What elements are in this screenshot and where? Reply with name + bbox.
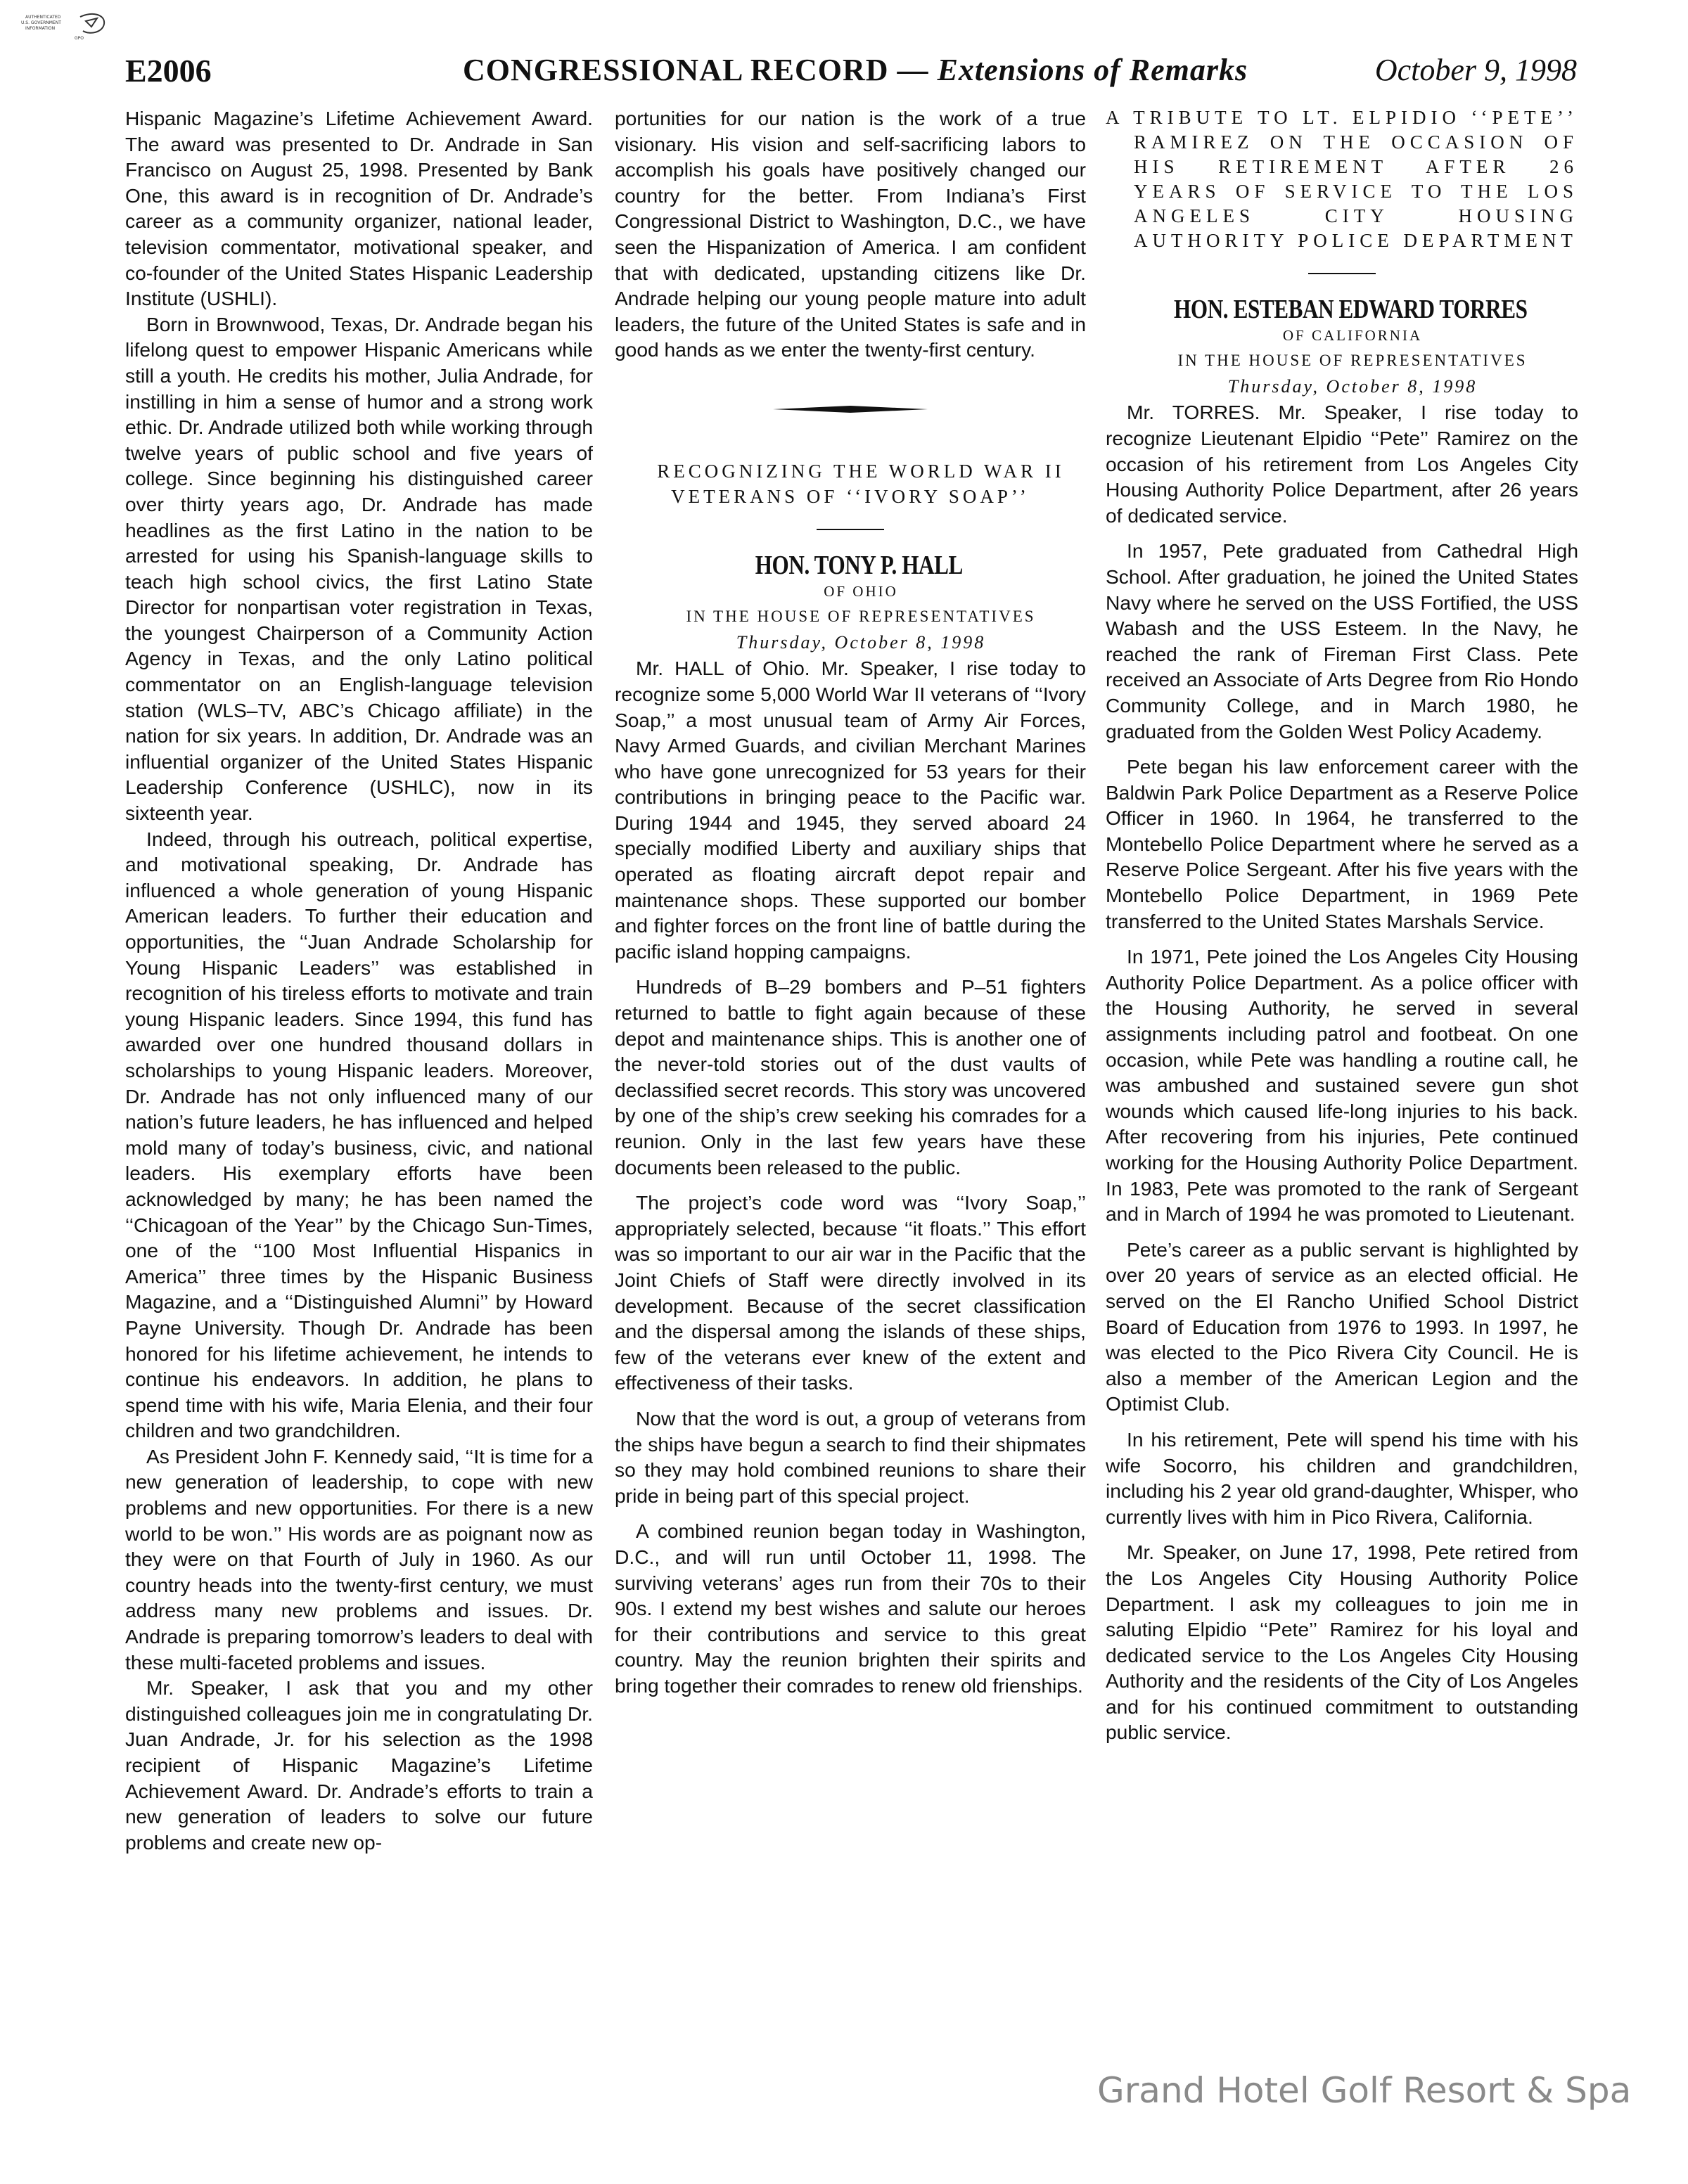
article-divider [773,405,928,413]
member-state: OF OHIO [824,582,898,600]
member-state: OF CALIFORNIA [1282,326,1423,344]
paragraph: Born in Brownwood, Texas, Dr. Andrade began his lifelong quest to empower Hispanic Americans while still a youth. He credits his mother, Julia Andrade, for instilling in him a sense of humor and a strong work ethic. Dr. Andrade utilized both while working through twelve years of public school and five years of college. Since beginning his distinguished career over thirty years ago, Dr. Andrade has made headlines as the first Latino in the nation to be arrested for using his Spanish-language skills to teach high school civics, the first Latino State Director for nonpartisan voter registration in Texas, the youngest Chairperson of a Community Action Agency in Texas, and the only Latino political commentator on an English-language television station (WLS–TV, ABC’s Chicago affiliate) in the nation for six years. In addition, Dr. Andrade was an influential organizer of the United States Hispanic Leadership Conference (USHLC), now in its sixteenth year. [125,312,593,825]
paragraph: The project’s code word was ‘‘Ivory Soap,’’ appropriately selected, because ‘‘it floats.’’ This effort was so important to our air war in the Pacific that the Joint Chiefs of Staff were directly involved in its development. Because of the secret classification and the dispersal among the islands of these ships, few of the veterans ever knew of the extent and effectiveness of their tasks. [615,1191,1086,1394]
article-title: A TRIBUTE TO LT. ELPIDIO ‘‘PETE’’ RAMIREZ ON THE OCCASION OF HIS RETIREMENT AFTER 26 YEARS OF SERVICE TO THE LOS ANGELES CITY HOUSING AUTHORITY POLICE DEPARTMENT [1106,107,1578,251]
speech-date: Thursday, October 8, 1998 [736,631,986,653]
seal-line-4: GPO [75,36,84,41]
paragraph: Now that the word is out, a group of veterans from the ships have begun a search to find their shipmates so they may hold combined reunions to share their pride in being part of this special project. [615,1406,1086,1507]
member-name: HON. ESTEBAN EDWARD TORRES [1174,295,1528,324]
paragraph: portunities for our nation is the work of a true visionary. His vision and self-sacrificing labors to accomplish his goals have positively changed our country for the better. From Indiana’s First Congressional District to Washington, D.C., we have seen the Hispanization of America. I am confident that with dedicated, upstanding citizens like Dr. Andrade helping our young people mature into adult leaders, the future of the United States is safe and in good hands as we enter the twenty-first century. [615,107,1086,361]
paragraph: Mr. TORRES. Mr. Speaker, I rise today to recognize Lieutenant Elpidio ‘‘Pete’’ Ramirez on the occasion of his retirement from Los Angeles City Housing Authority Police Department, after 26 years of dedicated service. [1106,401,1578,527]
paragraph: Pete began his law enforcement career with the Baldwin Park Police Department as a Reserve Police Officer in 1960. In 1964, he transferred to the Montebello Police Department where he served as a Reserve Police Sergeant. After his five years with the Montebello Police Department, in 1969 Pete transferred to the United States Marshals Service. [1106,755,1578,932]
seal-line-1: AUTHENTICATED [25,15,61,20]
paragraph: Indeed, through his outreach, political expertise, and motivational speaking, Dr. Andrade has influenced a whole generation of young Hispanic American leaders. To further their education and opportunities, the ‘‘Juan Andrade Scholarship for Young Hispanic Leaders’’ was established in recognition of his tireless efforts to motivate and train young Hispanic leaders. Since 1994, this fund has awarded over one hundred thousand dollars in scholarships to young Hispanic leaders. Moreover, Dr. Andrade has not only influenced many of our nation’s future leaders, he has influenced and helped mold many of today’s business, civic, and national leaders. His exemplary efforts have been acknowledged by many; he has been named the ‘‘Chicagoan of the Year’’ by the Chicago Sun-Times, one of the ‘‘100 Most Influential Hispanics in America’’ three times by the Hispanic Business Magazine, and a ‘‘Distinguished Alumni’’ by Howard Payne University. Though Dr. Andrade has been honored for his lifetime achievement, he intends to continue his endeavors. In addition, he plans to spend time with his wife, Maria Elenia, and their four children and two grandchildren. [125,827,593,1442]
seal-line-3: INFORMATION [25,26,56,31]
paragraph: In 1971, Pete joined the Los Angeles City Housing Authority Police Department. As a police officer with the Housing Authority, he served in several assignments including patrol and footbeat. On one occasion, while Pete was handling a routine call, he was ambushed and sustained severe gun shot wounds which caused life-long injuries to his back. After recovering from his injuries, Pete continued working for the Housing Authority Police Department. In 1983, Pete was promoted to the rank of Sergeant and in March of 1994 he was promoted to Lieutenant. [1106,945,1578,1226]
column-3 [1106,105,1578,1745]
paragraph: In his retirement, Pete will spend his time with his wife Socorro, his children and grandchildren, including his 2 year old grand-daughter, Whisper, who currently lives with him in Pico Rivera, California. [1106,1427,1578,1528]
eagle-icon [80,14,104,33]
publication-date: October 9, 1998 [1374,53,1577,87]
article-title: RECOGNIZING THE WORLD WAR II VETERANS OF ‘‘IVORY SOAP’’ [657,460,1065,507]
paragraph: Hispanic Magazine’s Lifetime Achievement Award. The award was presented to Dr. Andrade in San Francisco on August 25, 1998. Presented by Bank One, this award is in recognition of Dr. Andrade’s career as a community organizer, national leader, television commentator, motivational speaker, and co-founder of the United States Hispanic Leadership Institute (USHLI). [125,107,593,310]
publication-title [463,52,1248,88]
chamber: IN THE HOUSE OF REPRESENTATIVES [1177,352,1528,370]
paragraph: Mr. Speaker, I ask that you and my other distinguished colleagues join me in congratulating Dr. Juan Andrade, Jr. for his selection as the 1998 recipient of Hispanic Magazine’s Lifetime Achievement Award. Dr. Andrade’s efforts to train a new generation of leaders to solve our future problems and create new op- [125,1676,593,1854]
title-main: CONGRESSIONAL RECORD — [463,53,938,87]
title-rule [1308,273,1376,274]
column-2 [615,105,1086,1698]
paragraph: Mr. HALL of Ohio. Mr. Speaker, I rise today to recognize some 5,000 World War II veterans of ‘‘Ivory Soap,’’ a most unusual team of Army Air Forces, Navy Armed Guards, and civilian Merchant Marines who have gone unrecognized for 53 years for their contributions in bringing peace to the Pacific war. During 1944 and 1945, they served aboard 24 specially modified Liberty and auxiliary ships that operated as floating aircraft depot repair and maintenance shops. These supported our bomber and fighter forces on the front line of battle during the pacific island hopping campaigns. [615,657,1086,963]
paragraph: A combined reunion began today in Washington, D.C., and will run until October 11, 1998. The surviving veterans’ ages run from their 70s to their 90s. I extend my best wishes and salute our heroes for their contributions and service to this great country. May the reunion brighten their spirits and bring together their comrades to renew old frienships. [615,1520,1086,1697]
column-1 [125,105,593,1855]
paragraph: In 1957, Pete graduated from Cathedral High School. After graduation, he joined the United States Navy where he served on the USS Fortified, the USS Wabash and the USS Esteem. In the Navy, he reached the rank of Fireman First Class. Pete received an Associate of Arts Degree from Rio Hondo Community College, and in March 1980, he graduated from the Golden West Policy Academy. [1106,539,1578,743]
page-header [125,45,1577,94]
page-number: E2006 [125,53,212,89]
paragraph: As President John F. Kennedy said, ‘‘It is time for a new generation of leadership, to cope with new problems and new opportunities. For there is a new world to be won.’’ His words are as poignant now as they were on that Fourth of July in 1960. As our country heads into the twenty-first century, we must address many new problems and issues. Dr. Andrade is preparing tomorrow’s leaders to deal with these multi-faceted problems and issues. [125,1444,593,1674]
chamber: IN THE HOUSE OF REPRESENTATIVES [686,608,1036,626]
paragraph: Pete’s career as a public servant is highlighted by over 20 years of service as an elected official. He served on the El Rancho Unified School District Board of Education from 1976 to 1993. In 1997, he was elected to the Pico Rivera City Council. He is also a member of the American Legion and the Optimist Club. [1106,1238,1578,1415]
gpo-authentication-seal [18,11,124,42]
paragraph: Hundreds of B–29 bombers and P–51 fighters returned to battle to fight again because of these depot and maintenance ships. This is another one of the never-told stories out of the dust vaults of declassified secret records. This story was uncovered by one of the ship’s crew seeking his comrades for a reunion. Only in the last few years have these documents been released to the public. [615,975,1086,1178]
member-name: HON. TONY P. HALL [755,550,963,580]
seal-line-2: U.S. GOVERNMENT [21,20,61,25]
title-section: Extensions of Remarks [937,53,1248,87]
speech-date: Thursday, October 8, 1998 [1227,375,1478,397]
watermark-text: Grand Hotel Golf Resort & Spa [1097,2070,1632,2111]
paragraph: Mr. Speaker, on June 17, 1998, Pete retired from the Los Angeles City Housing Authority Police Department. I ask my colleagues to join me in saluting Elpidio ‘‘Pete’’ Ramirez for his loyal and dedicated service to the Los Angeles City Housing Authority and the residents of the City of Los Angeles and for his continued commitment to outstanding public service. [1106,1541,1578,1744]
title-rule [817,529,884,530]
